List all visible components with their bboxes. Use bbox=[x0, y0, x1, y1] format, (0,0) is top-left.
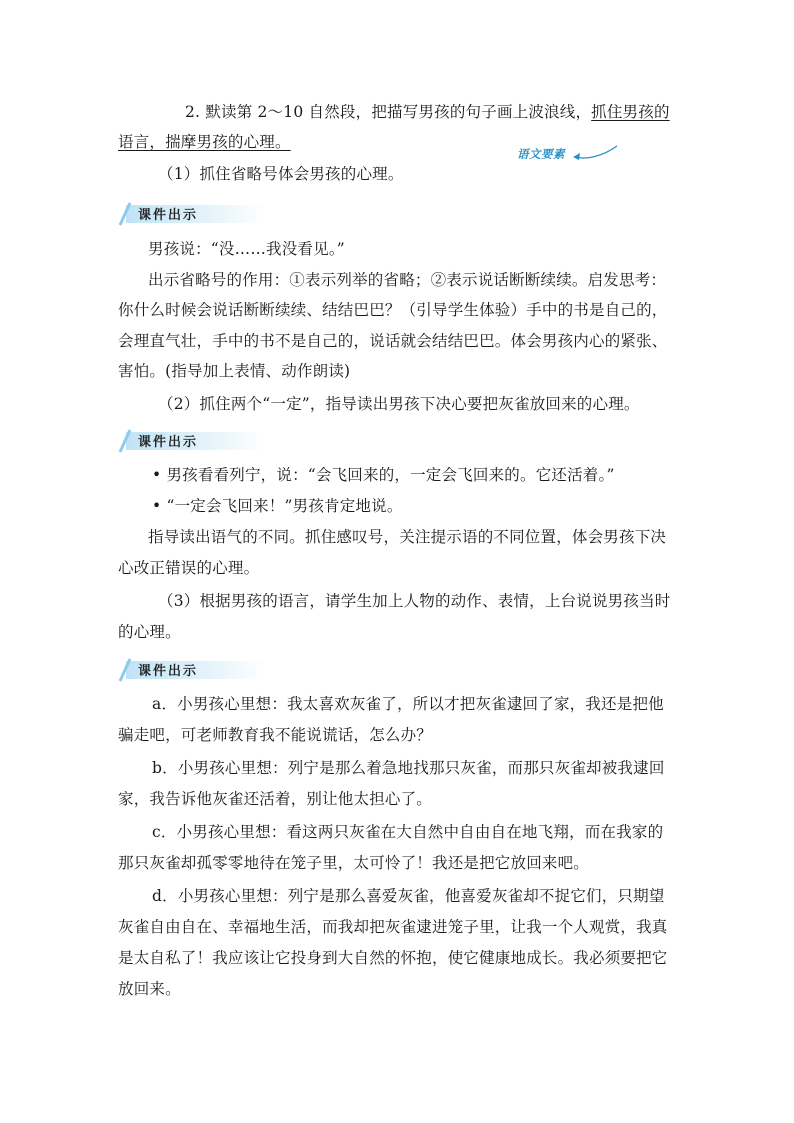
step1-para-line-3: 会理直气壮，手中的书不是自己的，说话就会结结巴巴。体会男孩内心的紧张、 bbox=[118, 332, 668, 350]
step2-para-line-1: 指导读出语气的不同。抓住感叹号，关注提示语的不同位置，体会男孩下决 bbox=[148, 528, 667, 546]
step1-heading: （1）抓住省略号体会男孩的心理。 bbox=[158, 165, 404, 183]
option-c-line-1: c．小男孩心里想：看这两只灰雀在大自然中自由自在地飞翔，而在我家的 bbox=[152, 823, 664, 841]
option-c-line-2: 那只灰雀却孤零零地待在笼子里，太可怜了！我还是把它放回来吧。 bbox=[118, 854, 590, 872]
intro-line-1 bbox=[185, 102, 670, 122]
intro-underlined-phrase: 抓住男孩的 bbox=[591, 103, 670, 121]
bullet-dot-icon: • bbox=[152, 497, 167, 515]
bullet-dot-icon: • bbox=[152, 466, 167, 484]
step3-heading-line-1: （3）根据男孩的语言，请学生加上人物的动作、表情，上台说说男孩当时 bbox=[158, 592, 671, 610]
step2-para-line-2: 心改正错误的心理。 bbox=[118, 559, 260, 577]
step2-bullet-2 bbox=[152, 496, 403, 516]
option-d-line-1: d．小男孩心里想：列宁是那么喜爱灰雀，他喜爱灰雀却不捉它们，只期望 bbox=[152, 887, 665, 905]
margin-note-label: 语文要素 bbox=[517, 147, 565, 161]
courseware-tag-2 bbox=[118, 428, 268, 454]
courseware-tag-3-label: 课件出示 bbox=[138, 664, 199, 679]
step2-bullet-1 bbox=[152, 465, 615, 485]
courseware-tag-1 bbox=[118, 201, 268, 227]
step2-heading: （2）抓住两个“一定”，指导读出男孩下决心要把灰雀放回来的心理。 bbox=[158, 395, 640, 413]
step1-para-line-1: 出示省略号的作用：①表示列举的省略；②表示说话断断续续。启发思考： bbox=[148, 271, 667, 289]
option-b-line-1: b．小男孩心里想：列宁是那么着急地找那只灰雀，而那只灰雀却被我逮回 bbox=[152, 759, 665, 777]
courseware-tag-3 bbox=[118, 657, 268, 683]
margin-note bbox=[517, 146, 607, 166]
step3-heading-line-2: 的心理。 bbox=[118, 623, 181, 641]
option-d-line-4: 放回来。 bbox=[118, 980, 181, 998]
courseware-tag-1-label: 课件出示 bbox=[138, 208, 199, 223]
step1-quote: 男孩说：“没……我没看见。” bbox=[148, 240, 345, 258]
step2-bullet-2-text: “一定会飞回来！”男孩肯定地说。 bbox=[166, 497, 403, 515]
margin-note-arrow-icon bbox=[571, 142, 621, 164]
option-a-line-2: 骗走吧，可老师教育我不能说谎话，怎么办？ bbox=[118, 726, 433, 744]
step1-para-line-4: 害怕。(指导加上表情、动作朗读) bbox=[118, 362, 351, 380]
option-d-line-2: 灰雀自由自在、幸福地生活，而我却把灰雀逮进笼子里，让我一个人观赏，我真 bbox=[118, 918, 668, 936]
step1-para-line-2: 你什么时候会说话断断续续、结结巴巴？（引导学生体验）手中的书是自己的， bbox=[118, 301, 668, 319]
option-d-line-3: 是太自私了！我应该让它投身到大自然的怀抱，使它健康地成长。我必须要把它 bbox=[118, 949, 668, 967]
step2-bullet-1-text: 男孩看看列宁，说：“会飞回来的，一定会飞回来的。它还活着。” bbox=[166, 466, 615, 484]
courseware-tag-2-label: 课件出示 bbox=[138, 435, 199, 450]
intro-line-2: 语言，揣摩男孩的心理。 bbox=[118, 133, 291, 151]
option-b-line-2: 家，我告诉他灰雀还活着，别让他太担心了。 bbox=[118, 790, 433, 808]
intro-line-1-text: 2. 默读第 2～10 自然段，把描写男孩的句子画上波浪线， bbox=[185, 103, 592, 121]
option-a-line-1: a．小男孩心里想：我太喜欢灰雀了，所以才把灰雀逮回了家，我还是把他 bbox=[152, 695, 664, 713]
